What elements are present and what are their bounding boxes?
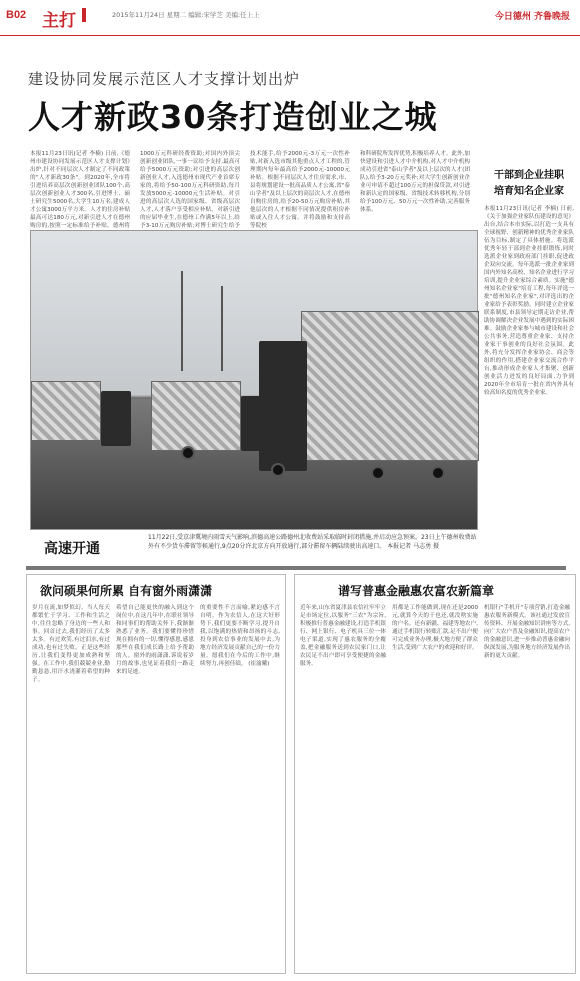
- page-header: [0, 0, 580, 36]
- section-divider: [26, 566, 566, 570]
- tree: [181, 271, 183, 371]
- lead-headline: 人才新政30条打造创业之城: [28, 98, 438, 136]
- truck-cab: [101, 391, 131, 446]
- news-photo: [30, 230, 478, 530]
- sidebar-text: 本报11月23日讯(记者 李楠) 日前,《关于加强企业家队伍建设的意见》出台,结合本市实际,以打造一支具有全球视野、创新精神的优秀企业家队伍为目标,制定了具体措施。将选派优秀年轻干部到企业挂职锻炼,同时选派企业家到政府部门挂职,促进政企双向交流。每年选派一批企业家到国内外知名高校、知名企业进行学习培训,提升企业家综合素质。实施"德州知名企业家"培育工程,每年评选一批"德州知名企业家",对评选出的企业家给予表彰奖励。同时建立企业家联系制度,市县领导定期走访企业,帮助协调解决企业发展中遇到的实际困难。鼓励企业家参与城市建设和社会公共事务,营造尊重企业家、支持企业家干事创业的良好社会氛围。此外,将充分发挥企业家协会、商会等组织的作用,搭建企业家交流合作平台,推动形成企业家人才集聚、创新创业活力迸发的良好局面,力争到2020年全市培育一批在省内外具有较高知名度的优秀企业家。: [484, 206, 574, 396]
- truck-wheel: [431, 466, 445, 480]
- photo-title: 高速开通: [44, 541, 100, 557]
- sidebar-title-line1: 干部到企业挂职: [494, 170, 564, 181]
- photo-caption: 11月22日,受京津冀境内雨雪天气影响,滨德高速公路德州北收费站采取临时封闭措施,并启动应急预案。23日上午德州收费站外有不少货车滞留等候通行,9点20分许北京方向开放通行,部分滞留车辆陆续驶出高速口。 本报记者 马志勇 摄: [148, 534, 477, 550]
- truck-cargo: [151, 381, 241, 451]
- truck-wheel: [181, 446, 195, 460]
- left-article-column-3: 的重要性不言而喻,紧迫感不言自明。作为农信人,在这大好形势下,我们更要不断学习,提升自我,以饱满的热情和昂扬的斗志,投身到农信事业的发展中去,为地方经济发展贡献自己的一份力量。愿我们在今后的工作中,继续努力,再创佳绩。 (崔渝曦): [200, 605, 280, 667]
- left-article-column-2: 希望自己能更快的融入到这个岗位中,在这几年中,在联社领导和同事们的帮助关怀下,我渐渐熟悉了业务。我们要懂得珍惜现在拥有的一切,懂得感恩,感恩那些在我们成长路上给予帮助的人。窗外的雨潇潇,诉说着岁月的故事,也见证着我们一路走来的足迹。: [116, 605, 194, 675]
- right-article-title: 谱写普惠金融惠农富农新篇章: [338, 584, 495, 598]
- sidebar-title-line2: 培育知名企业家: [494, 186, 564, 197]
- truck-wheel: [371, 466, 385, 480]
- truck-wheel: [271, 463, 285, 477]
- lead-column-4: 和科研院所发挥优势,积极培养人才。此外,加快建设和引进人才中介机构,对人才中介机构成功引进省"泰山学者"及以上层次的人才(团队),给予3-20万元奖补;对大学生创新创业企业可申请不超过100万元的担保贷款,对引进和新认定的国家级、省级技术转移机构,分别给予100万元、50万元一次性补助,完善服务体系。: [360, 151, 470, 213]
- truck-cargo: [301, 311, 479, 461]
- newspaper-brand: 今日德州 齐鲁晚报: [494, 12, 570, 22]
- page-number: B02: [6, 9, 27, 21]
- lead-kicker: 建设协同发展示范区人才支撑计划出炉: [28, 70, 301, 88]
- truck-cargo: [31, 381, 101, 441]
- lead-column-3: 技术能手,给予2000元-3万元一次性补贴,对新入选市级其他重点人才工程的,管理期内每年最高给予2000元-10000元补贴。根据不同层次人才住房需求,市、县将规划建设一批高品质人才公寓,省"泰山学者"及以上层次的高层次人才,在德州自购住房的,给予20-50万元购房补贴,其他层次的人才根据不同情况提供租房补贴或入住人才公寓。并将鼓励和支持高等院校: [250, 151, 350, 229]
- section-marker: [82, 8, 86, 22]
- truck-cab: [259, 341, 307, 471]
- left-article-column-1: 岁月在流,如梦似幻。当人每天都繁忙于学习、工作和生活之中,往往忽略了身边的一些人和事。回首过去,我们经历了太多太多。有过欢笑,有过泪水,有过成功,也有过失败。正是这些经历,让我们变得更加成熟和坚强。在工作中,我们兢兢业业,勤勤恳恳,用汗水浇灌着希望的种子。: [32, 605, 110, 683]
- lead-column-1: 本报11月23日讯(记者 李楠) 日前,《德州市建设协同发展示范区人才支撑计划》出炉,针对不同层次人才制定了不同政策的"人才新政30条"。到2020年,全市将引进培养高层次创新创业团队100个,高层次创新创业人才300名,引进博士、硕士研究生5000名,大学生10万名,建成人才公寓3000万平方米。人才的住房补贴最高可达180万元,对新引进人才在德州购房的,按照一定标准给予补贴。德州将: [30, 151, 130, 229]
- issue-meta: 2015年11月24日 星期二 编辑:宋学芝 美编:任上上: [112, 11, 260, 19]
- left-article-title: 欲问硕果何所累 自有窗外雨潇潇: [40, 584, 213, 598]
- tree: [221, 286, 223, 371]
- right-article-column-2: 用都是工作能做到,现在还是2000元,就算今天的干也还,就没啥实施的户名。还有新疆、福建等地农户,通过手机银行转账汇款,足不出户便可完成业务办理,极大地方便了群众生活,受到广大农户的欢迎和好评。: [392, 605, 478, 651]
- lead-column-2: 1000万元科研经费资助;对国内外顶尖创新创业团队,一事一议给予支持,最高可给予5000万元资助;对引进的高层次创新创业人才,入选德州市现代产业首席专家的,将给予50-100万元科研资助,每月发放5000元-10000元生活补贴。对引进的高层次人选的国家级、省级高层次人才,人才落户享受相应补贴。对新引进的应届毕业生,在德州工作满5年以上,给予3-10万元购房补贴;对博士研究生给予: [140, 151, 240, 229]
- right-article-column-1: 近年来,山东省夏津县农信社牢牢立足市场定位,以服务"三农"为宗旨,积极推行普惠金融建设,打造手机银行、网上银行、电子机具三位一体电子渠道,实现了惠农服务的全覆盖,把金融服务送到农民家门口,让农民足不出户即可享受便捷的金融服务。: [300, 605, 386, 667]
- right-article-column-3: 机银行"手机开"专项营销,打造金融惠农服务新模式。该社通过发放宣传资料、开展金融知识讲座等方式,向广大农户普及金融知识,提高农户的金融意识,进一步推动普惠金融向纵深发展,为服务地方经济发展作出新的更大贡献。: [484, 605, 570, 659]
- section-title: 主打: [42, 11, 76, 31]
